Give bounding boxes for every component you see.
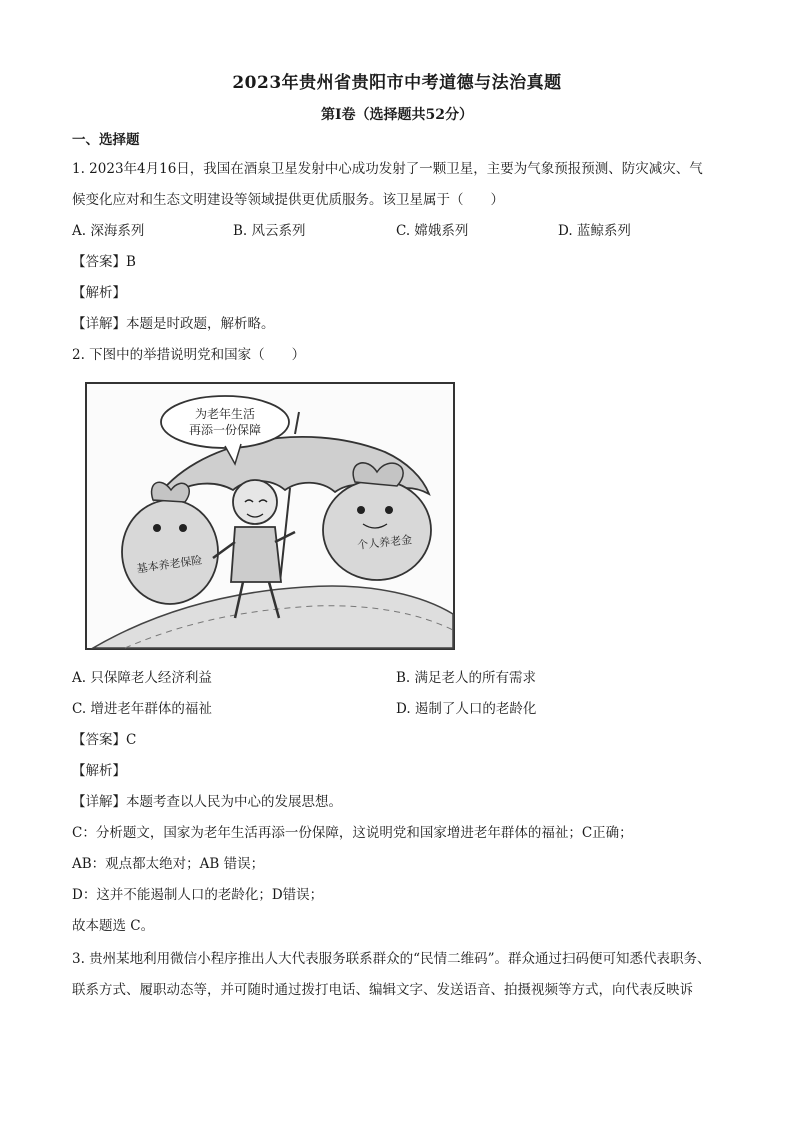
left-bag-label: 基本养老保险 [135, 553, 204, 576]
right-bag-label: 个人养老金 [356, 533, 413, 552]
q2-conclusion: 故本题选 C。 [72, 918, 155, 934]
q1-answer: 【答案】B [72, 254, 136, 270]
q3-stem-line1: 3. 贵州某地利用微信小程序推出人大代表服务联系群众的“民情二维码”。群众通过扫码便可知悉代表职务、 [72, 951, 711, 967]
pension-cartoon [85, 382, 455, 650]
section-heading: 一、选择题 [72, 132, 140, 148]
q2-explain-ab: AB：观点都太绝对；AB 错误； [72, 856, 265, 872]
bubble-text-line2: 再添一份保障 [188, 423, 262, 437]
q1-stem-line1: 1. 2023年4月16日，我国在酒泉卫星发射中心成功发射了一颗卫星，主要为气象预报预测、防灾减灾、气 [72, 161, 703, 177]
q2-analysis: 【解析】 [72, 763, 126, 779]
q3-stem-line2: 联系方式、履职动态等，并可随时通过拨打电话、编辑文字、发送语音、拍摄视频等方式，向代表反映诉 [72, 982, 693, 998]
q2-option-b: B. 满足老人的所有需求 [396, 670, 537, 686]
q1-analysis: 【解析】 [72, 285, 126, 301]
q1-option-c: C. 嫦娥系列 [396, 223, 469, 239]
q2-option-c: C. 增进老年群体的福祉 [72, 701, 212, 717]
q1-option-b: B. 风云系列 [233, 223, 306, 239]
q2-option-d: D. 遏制了人口的老龄化 [396, 701, 537, 717]
q1-detail: 【详解】本题是时政题，解析略。 [72, 316, 275, 332]
q2-option-a: A. 只保障老人经济利益 [72, 670, 212, 686]
q1-option-d: D. 蓝鲸系列 [558, 223, 631, 239]
q2-explain-c: C：分析题文，国家为老年生活再添一份保障，这说明党和国家增进老年群体的福祉；C正确； [72, 825, 633, 841]
q2-stem: 2. 下图中的举措说明党和国家（ ） [72, 347, 306, 363]
q1-stem-line2: 候变化应对和生态文明建设等领域提供更优质服务。该卫星属于（ ） [72, 192, 504, 208]
q1-option-a: A. 深海系列 [72, 223, 145, 239]
document-subtitle: 第Ⅰ卷（选择题共52分） [320, 107, 474, 123]
q2-answer: 【答案】C [72, 732, 137, 748]
q2-explain-d: D：这并不能遏制人口的老龄化；D错误； [72, 887, 324, 903]
q2-detail: 【详解】本题考查以人民为中心的发展思想。 [72, 794, 342, 810]
document-title: 2023年贵州省贵阳市中考道德与法治真题 [232, 73, 562, 93]
bubble-text-line1: 为老年生活 [194, 407, 256, 421]
